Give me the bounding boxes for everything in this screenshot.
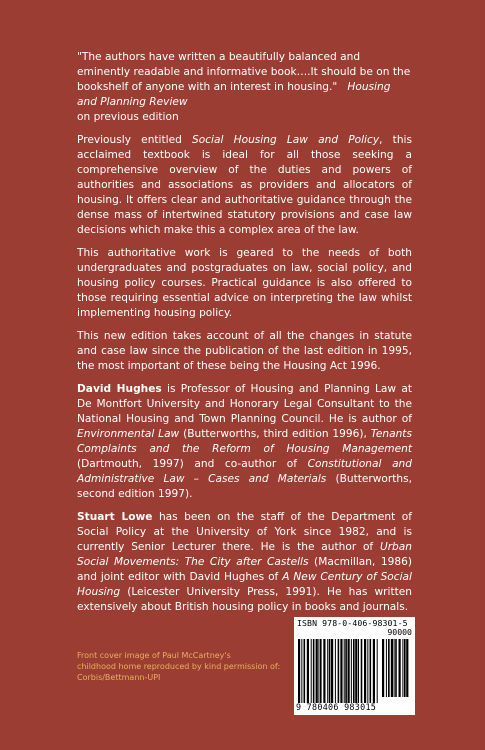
isbn-label: ISBN 978-0-406-98301-5 bbox=[297, 618, 408, 628]
author-bio-hughes bbox=[77, 382, 412, 502]
bio-text: has been on the staff of the Department of Social Policy at the University of York since 1982, and is currently Senior Lecturer there. He is the author of bbox=[77, 511, 412, 553]
review-quote bbox=[77, 50, 412, 125]
back-cover-blurb bbox=[77, 50, 412, 623]
book-title: A New Century of Social Housing bbox=[77, 571, 412, 598]
book-title: Tenants Complaints and the Reform of Housing Management bbox=[77, 428, 412, 455]
book-title: Urban Social Movements: The City after Castells bbox=[77, 541, 412, 568]
isbn-barcode bbox=[294, 617, 415, 715]
bio-text: (Dartmouth, 1997) and co-author of bbox=[77, 458, 308, 470]
audience-paragraph: This authoritative work is geared to the needs of both undergraduates and postgraduates on law, social policy, and housing policy courses. Practical guidance is also offered to those requiring essential advice on interpreting the law whilst implementing housing policy. bbox=[77, 247, 412, 319]
addon-barcode-bars bbox=[382, 639, 411, 697]
ean-barcode-bars bbox=[298, 639, 380, 703]
bio-text: (Butterworths, second edition 1997). bbox=[77, 473, 413, 500]
quote-text: "The authors have written a beautifully balanced and eminently readable and informative book….It should be on the bookshelf of anyone with an interest in housing." bbox=[77, 51, 411, 93]
edition-paragraph: This new edition takes account of all the changes in statute and case law since the publication of the last edition in 1995, the most important of these being the Housing Act 1996. bbox=[77, 330, 412, 372]
price-code: 90000 bbox=[387, 627, 412, 637]
bio-text: (Butterworths, third edition 1996), bbox=[179, 428, 371, 440]
previous-title: Social Housing Law and Policy bbox=[192, 134, 380, 146]
intro-paragraph bbox=[77, 133, 412, 238]
author-name-lowe: Stuart Lowe bbox=[77, 511, 153, 523]
book-title: Environmental Law bbox=[77, 428, 180, 440]
book-title: Constitutional and Administrative Law – Cases and Materials bbox=[77, 458, 412, 485]
bio-text: (Macmillan, 1986) and joint editor with David Hughes of bbox=[77, 556, 412, 583]
barcode-digits: 9 780406 983015 bbox=[296, 702, 377, 712]
intro-text-1: Previously entitled bbox=[77, 134, 193, 146]
author-name-hughes: David Hughes bbox=[77, 383, 162, 395]
intro-text-2: , this acclaimed textbook is ideal for all those seeking a comprehensive overview of the duties and powers of authorities and associations as providers and allocators of housing. It offers clear and authoritative guidance through the dense mass of intertwined statutory provisions and case law decisions which make this a complex area of the law. bbox=[77, 134, 412, 236]
author-bio-lowe bbox=[77, 510, 412, 615]
quote-note: on previous edition bbox=[77, 111, 179, 123]
credit-line: Corbis/Bettmann-UPI bbox=[77, 673, 161, 682]
quote-source: Housing and Planning Review bbox=[77, 81, 391, 108]
cover-image-credit bbox=[77, 650, 287, 683]
bio-text: (Leicester University Press, 1991). He has written extensively about British housing policy in books and journals. bbox=[77, 586, 412, 613]
credit-line: childhood home reproduced by kind permission of: bbox=[77, 662, 281, 671]
bio-text: is Professor of Housing and Planning Law at De Montfort University and Honorary Legal Consultant to the National Housing and Town Planning Council. He is author of bbox=[77, 383, 412, 425]
credit-line: Front cover image of Paul McCartney's bbox=[77, 651, 231, 660]
